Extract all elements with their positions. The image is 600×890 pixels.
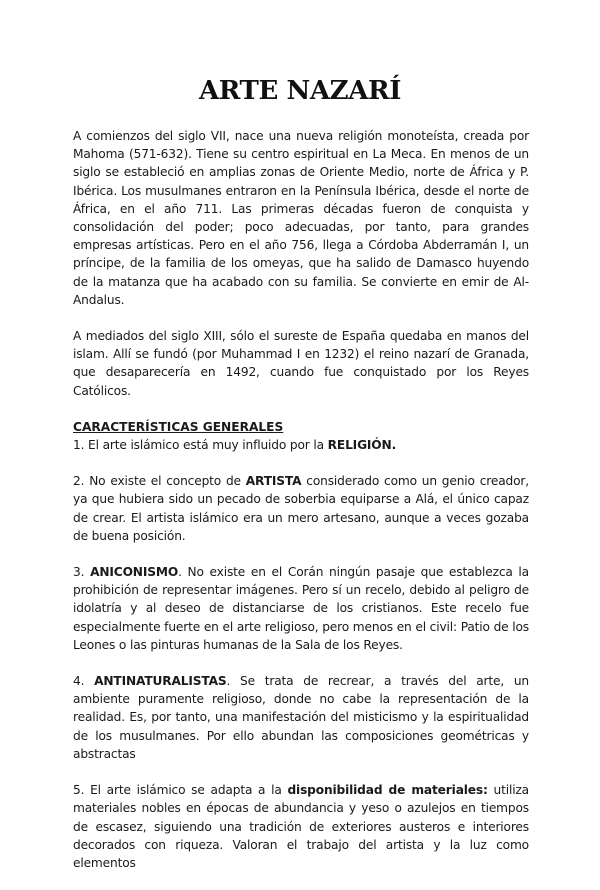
intro-paragraph-2: A mediados del siglo XIII, sólo el sureste de España quedaba en manos del islam. Allí se fundó (por Muhammad I en 1232) el reino nazarí de Granada, que desaparecería en 1492, cuando fue conquistado por los Reyes Católicos.: [73, 329, 529, 398]
section-heading: CARACTERÍSTICAS GENERALES: [73, 419, 284, 434]
page-title: ARTE NAZARÍ: [198, 76, 401, 106]
characteristic-item-2: 2. No existe el concepto de ARTISTA considerado como un genio creador, ya que hubiera sido un pecado de soberbia equiparse a Alá, el único capaz de crear. El artista islámico era un mero artesano, aunque a veces gozaba de buena posición.: [73, 474, 529, 543]
intro-paragraph-1: A comienzos del siglo VII, nace una nueva religión monoteísta, creada por Mahoma (571-632). Tiene su centro espiritual en La Meca. En menos de un siglo se estableció en amplias zonas de Oriente Medio, norte de África y P. Ibérica. Los musulmanes entraron en la Península Ibérica, desde el norte de África, en el año 711. Las primeras décadas fueron de conquista y consolidación del poder; poco adecuadas, por tanto, para grandes empresas artísticas. Pero en el año 756, llega a Córdoba Abderramán I, un príncipe, de la familia de los omeyas, que ha salido de Damasco huyendo de la matanza que ha acabado con su familia. Se convierte en emir de Al-Andalus.: [73, 129, 529, 307]
characteristic-item-1: 1. El arte islámico está muy influido por la RELIGIÓN.: [73, 438, 397, 453]
characteristic-item-4: 4. ANTINATURALISTAS. Se trata de recrear, a través del arte, un ambiente puramente religioso, donde no cabe la representación de la realidad. Es, por tanto, una manifestación del misticismo y la espiritualidad de los musulmanes. Por ello abundan las composiciones geométricas y abstractas: [73, 674, 529, 761]
characteristic-item-3: 3. ANICONISMO. No existe en el Corán ningún pasaje que establezca la prohibición de representar imágenes. Pero sí un recelo, debido al peligro de idolatría y al deseo de distanciarse de los cristianos. Este recelo fue especialmente fuerte en el arte religioso, pero menos en el civil: Patio de los Leones o las pinturas humanas de la Sala de los Reyes.: [73, 565, 529, 652]
characteristic-item-5: 5. El arte islámico se adapta a la disponibilidad de materiales: utiliza materiales nobles en épocas de abundancia y yeso o azulejos en tiempos de escasez, siguiendo una tradición de exteriores austeros e interiores decorados con riqueza. Valoran el trabajo del artista y la luz como elementos: [73, 783, 530, 870]
document-body: [73, 127, 529, 890]
